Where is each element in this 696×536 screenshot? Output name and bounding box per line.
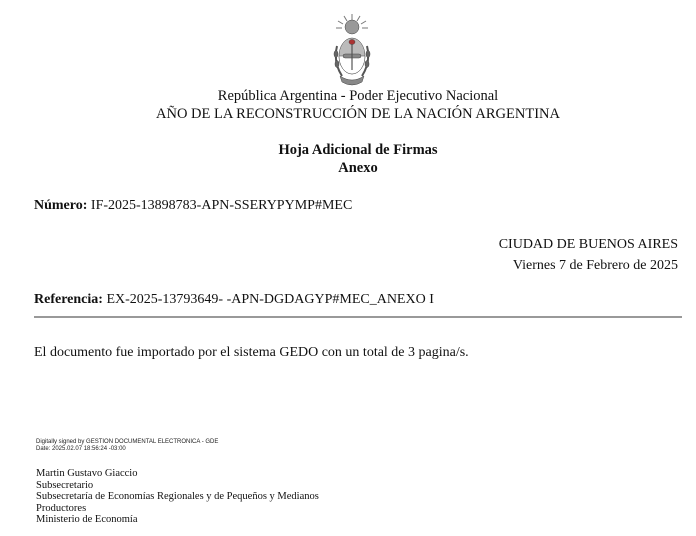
document-number xyxy=(34,198,352,214)
body-paragraph: El documento fue importado por el sistema GEDO con un total de 3 pagina/s. xyxy=(34,345,469,360)
signer-block xyxy=(36,468,319,526)
numero-value: IF-2025-13898783-APN-SSERYPYMP#MEC xyxy=(90,198,353,213)
referencia-label: Referencia: xyxy=(34,292,103,307)
signer-office-line2: Productores xyxy=(36,502,87,514)
header-year-motto: AÑO DE LA RECONSTRUCCIÓN DE LA NACIÓN ARGENTINA xyxy=(156,106,560,122)
signer-ministry: Ministerio de Economía xyxy=(36,514,138,525)
digital-signature-stamp xyxy=(36,439,218,453)
digital-signature-line: Digitally signed by GESTION DOCUMENTAL ELECTRONICA - GDE xyxy=(36,439,219,445)
signer-name: Martin Gustavo Giaccio xyxy=(36,468,138,479)
referencia-value: EX-2025-13793649- -APN-DGDAGYP#MEC_ANEXO I xyxy=(106,292,434,307)
signer-position: Subsecretario xyxy=(36,479,94,491)
digital-signature-date: Date: 2025.02.07 18:56:24 -03:00 xyxy=(36,446,126,452)
coat-of-arms-seal-icon xyxy=(332,12,372,88)
city-name: CIUDAD DE BUENOS AIRES xyxy=(498,237,678,252)
document-title: Hoja Adicional de Firmas xyxy=(278,142,438,158)
document-subtitle: Anexo xyxy=(338,160,378,176)
document-date: Viernes 7 de Febrero de 2025 xyxy=(512,258,678,273)
signer-office-line1: Subsecretaría de Economías Regionales y de Pequeños y Medianos xyxy=(36,491,319,502)
document-reference xyxy=(34,292,434,308)
numero-label: Número: xyxy=(34,198,88,213)
horizontal-divider xyxy=(34,316,682,318)
header-government-line: República Argentina - Poder Ejecutivo Nacional xyxy=(217,88,499,104)
